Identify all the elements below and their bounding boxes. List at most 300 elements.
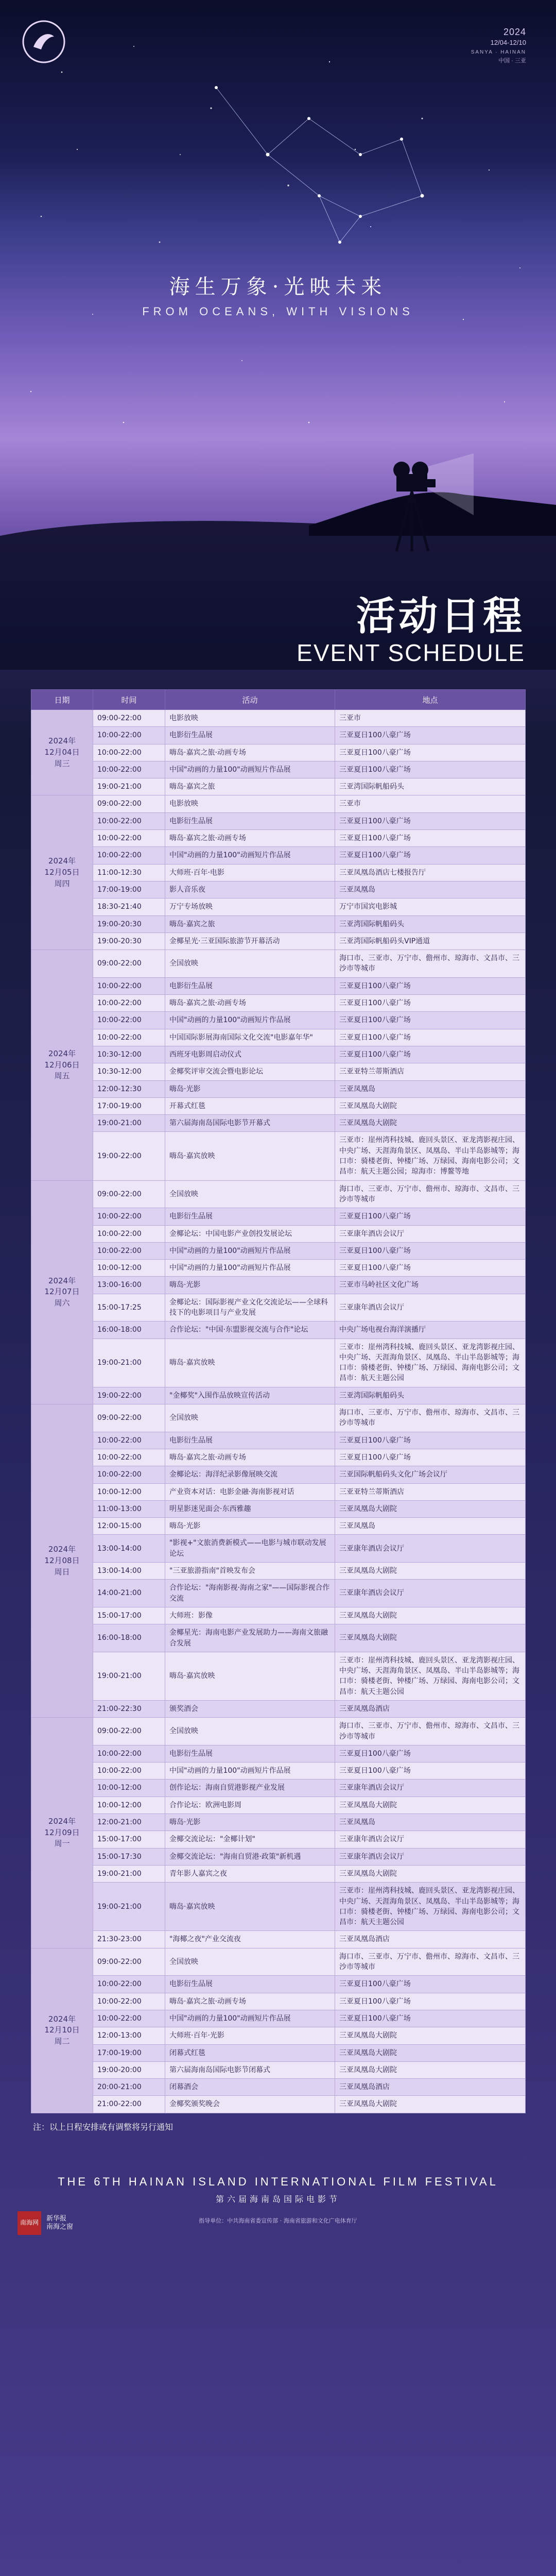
event-time: 10:00-22:00: [93, 1745, 165, 1762]
table-row: [31, 1701, 526, 1718]
day-date: 2024年 12月10日 周二: [31, 1948, 93, 2113]
event-time: 19:00-21:00: [93, 1115, 165, 1132]
event-time: 09:00-22:00: [93, 795, 165, 812]
table-row: [31, 1993, 526, 2010]
event-venue: 三亚夏日100八豪广场: [335, 2010, 526, 2027]
event-activity: 闭幕酒会: [165, 2079, 335, 2096]
event-activity: 嗨岛·嘉宾放映: [165, 1132, 335, 1180]
event-time: 10:00-22:00: [93, 1242, 165, 1259]
event-venue: 三亚凤凰岛: [335, 1518, 526, 1535]
event-activity: 金椰星光·三亚国际旅游节开幕活动: [165, 933, 335, 950]
event-time: 10:00-22:00: [93, 995, 165, 1012]
event-venue: 三亚凤凰岛大剧院: [335, 1097, 526, 1114]
event-time: 10:00-12:00: [93, 1483, 165, 1500]
table-row: [31, 1046, 526, 1063]
table-row: [31, 2044, 526, 2061]
event-time: 19:00-21:00: [93, 778, 165, 795]
event-venue: 三亚夏日100八豪广场: [335, 1012, 526, 1029]
event-venue: 三亚市马岭社区文化广场: [335, 1277, 526, 1294]
event-venue: 三亚夏日100八豪广场: [335, 1762, 526, 1780]
event-venue: 三亚康年酒店会议厅: [335, 1848, 526, 1865]
event-venue: 海口市、三亚市、万宁市、儋州市、琼海市、文昌市、三沙市等城市: [335, 1718, 526, 1745]
event-activity: 全国放映: [165, 950, 335, 978]
table-row: [31, 2061, 526, 2078]
table-row: [31, 950, 526, 978]
slogan: [0, 270, 556, 318]
event-venue: 三亚夏日100八豪广场: [335, 1208, 526, 1225]
event-venue: 三亚湾国际帆船码头: [335, 778, 526, 795]
event-venue: 海口市、三亚市、万宁市、儋州市、琼海市、文昌市、三沙市等城市: [335, 1948, 526, 1976]
event-time: 10:00-22:00: [93, 847, 165, 864]
event-venue: 海口市、三亚市、万宁市、儋州市、琼海市、文昌市、三沙市等城市: [335, 1404, 526, 1432]
event-activity: 中国"动画的力量100"动画短片作品展: [165, 1260, 335, 1277]
event-venue: 三亚康年酒店会议厅: [335, 1225, 526, 1242]
event-time: 13:00-14:00: [93, 1563, 165, 1580]
event-activity: 大师班：影像: [165, 1607, 335, 1624]
event-venue: 三亚凤凰岛: [335, 881, 526, 898]
table-row: [31, 2027, 526, 2044]
slogan-en: FROM OCEANS, WITH VISIONS: [142, 305, 414, 318]
event-activity: 合作论坛：欧洲电影周: [165, 1797, 335, 1814]
footer-cn: 第六届海南岛国际电影节: [215, 2194, 340, 2204]
table-row: [31, 1976, 526, 1993]
event-time: 09:00-22:00: [93, 950, 165, 978]
day-date: 2024年 12月04日 周三: [31, 710, 93, 795]
event-activity: 中国"动画的力量100"动画短片作品展: [165, 1012, 335, 1029]
table-row: [31, 744, 526, 761]
event-time: 15:00-17:00: [93, 1831, 165, 1848]
table-row: [31, 727, 526, 744]
table-row: [31, 881, 526, 898]
table-row: [31, 1029, 526, 1046]
event-venue: 三亚康年酒店会议厅: [335, 1535, 526, 1563]
table-row: [31, 2010, 526, 2027]
table-row: [31, 2096, 526, 2113]
event-venue: 三亚市：崖州湾科技城、鹿回头景区、亚龙湾影视庄园、中央广场、天涯海角景区、凤凰岛、半山半岛影城等；海口市：骑楼老街、钟楼广场、万绿园、海南电影公司；文昌市：航天主题公园: [335, 1338, 526, 1387]
festival-logo: [21, 19, 67, 67]
event-activity: 闭幕式红毯: [165, 2044, 335, 2061]
event-activity: 产业资本对话：电影金融·海南影视对话: [165, 1483, 335, 1500]
event-activity: 万宁专场放映: [165, 899, 335, 916]
starfield: [0, 0, 556, 670]
table-row: [31, 899, 526, 916]
event-time: 10:00-22:00: [93, 1976, 165, 1993]
table-row: [31, 1607, 526, 1624]
table-row: [31, 847, 526, 864]
event-venue: 三亚夏日100八豪广场: [335, 1046, 526, 1063]
event-activity: 中国"动画的力量100"动画短片作品展: [165, 1762, 335, 1780]
event-activity: 嗨岛·嘉宾之旅·动画专场: [165, 995, 335, 1012]
event-activity: 金椰论坛：海洋纪录影像展映交流: [165, 1466, 335, 1483]
table-row: [31, 1814, 526, 1831]
table-row: [31, 1242, 526, 1259]
event-time: 10:00-12:00: [93, 1780, 165, 1797]
day-date: 2024年 12月05日 周四: [31, 795, 93, 950]
event-activity: 金椰星光：海南电影产业发展助力——海南文旅融合发展: [165, 1624, 335, 1652]
footer-en: THE 6TH HAINAN ISLAND INTERNATIONAL FILM FESTIVAL: [58, 2175, 498, 2188]
event-activity: 合作论坛："海南影视·海南之家"——国际影视合作交流: [165, 1580, 335, 1607]
event-venue: 三亚夏日100八豪广场: [335, 1029, 526, 1046]
event-activity: 嗨岛·嘉宾放映: [165, 1338, 335, 1387]
event-time: 10:00-22:00: [93, 2010, 165, 2027]
event-activity: 全国放映: [165, 1948, 335, 1976]
table-row: [31, 916, 526, 933]
table-row: [31, 1883, 526, 1931]
event-activity: 电影衍生品展: [165, 812, 335, 829]
festival-info: [471, 27, 526, 64]
event-activity: 影人音乐夜: [165, 881, 335, 898]
event-time: 12:00-15:00: [93, 1518, 165, 1535]
event-time: 13:00-14:00: [93, 1535, 165, 1563]
table-row: [31, 1115, 526, 1132]
event-time: 10:30-12:00: [93, 1063, 165, 1080]
event-venue: 三亚湾国际帆船码头: [335, 916, 526, 933]
event-activity: 第六届海南岛国际电影节开幕式: [165, 1115, 335, 1132]
event-time: 16:00-18:00: [93, 1624, 165, 1652]
event-venue: 三亚康年酒店会议厅: [335, 1780, 526, 1797]
table-row: [31, 995, 526, 1012]
event-time: 10:00-22:00: [93, 977, 165, 994]
festival-location-cn: 中国 · 三亚: [498, 58, 526, 64]
day-date: 2024年 12月07日 周六: [31, 1180, 93, 1404]
event-time: 09:00-22:00: [93, 1180, 165, 1208]
table-row: [31, 1948, 526, 1976]
event-venue: 三亚凤凰岛酒店七楼报告厅: [335, 864, 526, 881]
table-row: [31, 1931, 526, 1948]
event-activity: 中国"动画的力量100"动画短片作品展: [165, 761, 335, 778]
schedule-table: [31, 689, 525, 2113]
event-time: 15:00-17:30: [93, 1848, 165, 1865]
header-activity: 活动: [165, 690, 335, 710]
event-time: 12:00-12:30: [93, 1080, 165, 1097]
event-time: 10:00-22:00: [93, 1466, 165, 1483]
table-row: [31, 778, 526, 795]
event-venue: 海口市、三亚市、万宁市、儋州市、琼海市、文昌市、三沙市等城市: [335, 950, 526, 978]
table-row: [31, 1063, 526, 1080]
event-venue: 三亚凤凰岛大剧院: [335, 1624, 526, 1652]
event-venue: 三亚夏日100八豪广场: [335, 1260, 526, 1277]
table-row: [31, 1762, 526, 1780]
schedule-title-cn: 活动日程: [356, 593, 525, 639]
event-activity: 开幕式红毯: [165, 1097, 335, 1114]
table-row: [31, 1277, 526, 1294]
event-venue: 三亚湾国际帆船码头VIP通道: [335, 933, 526, 950]
event-venue: 三亚凤凰岛酒店: [335, 1931, 526, 1948]
event-time: 19:00-22:00: [93, 1132, 165, 1180]
event-time: 17:00-19:00: [93, 881, 165, 898]
table-row: [31, 1483, 526, 1500]
event-activity: 全国放映: [165, 1718, 335, 1745]
event-activity: 嗨岛·嘉宾之旅: [165, 916, 335, 933]
event-activity: 金椰奖颁奖晚会: [165, 2096, 335, 2113]
table-row: [31, 1097, 526, 1114]
event-time: 17:00-19:00: [93, 1097, 165, 1114]
event-time: 19:00-21:00: [93, 1865, 165, 1882]
event-venue: 三亚市: [335, 710, 526, 727]
table-row: [31, 1831, 526, 1848]
table-row: [31, 1180, 526, 1208]
event-venue: 三亚夏日100八豪广场: [335, 830, 526, 847]
table-row: [31, 1466, 526, 1483]
event-venue: 三亚市：崖州湾科技城、鹿回头景区、亚龙湾影视庄园、中央广场、天涯海角景区、凤凰岛、半山半岛影城等；海口市：骑楼老街、钟楼广场、万绿园、海南电影公司；文昌市：航天主题公园: [335, 1652, 526, 1700]
event-activity: 嗨岛·光影: [165, 1277, 335, 1294]
event-venue: 三亚夏日100八豪广场: [335, 761, 526, 778]
event-time: 10:00-22:00: [93, 1029, 165, 1046]
table-row: [31, 1208, 526, 1225]
event-venue: 三亚夏日100八豪广场: [335, 1449, 526, 1466]
event-time: 14:00-21:00: [93, 1580, 165, 1607]
event-venue: 海口市、三亚市、万宁市、儋州市、琼海市、文昌市、三沙市等城市: [335, 1180, 526, 1208]
event-venue: 三亚夏日100八豪广场: [335, 1745, 526, 1762]
event-time: 19:00-20:00: [93, 2061, 165, 2078]
event-time: 12:00-13:00: [93, 2027, 165, 2044]
event-time: 10:00-22:00: [93, 1225, 165, 1242]
day-date: 2024年 12月09日 周一: [31, 1718, 93, 1948]
table-row: [31, 1848, 526, 1865]
table-row: [31, 864, 526, 881]
event-time: 15:00-17:00: [93, 1607, 165, 1624]
event-activity: 嗨岛·光影: [165, 1518, 335, 1535]
event-venue: 三亚湾国际帆船码头: [335, 1387, 526, 1404]
event-venue: 三亚市：崖州湾科技城、鹿回头景区、亚龙湾影视庄园、中央广场、天涯海角景区、凤凰岛、半山半岛影城等；海口市：骑楼老街、钟楼广场、万绿园、海南电影公司；文昌市：航天主题公园；琼海市：博鳌等地: [335, 1132, 526, 1180]
media-logo: 南海网: [18, 2211, 41, 2235]
event-activity: 金椰交流论坛："金椰计划": [165, 1831, 335, 1848]
table-row: [31, 812, 526, 829]
event-time: 10:00-22:00: [93, 1012, 165, 1029]
event-activity: 中国国际影展海南国际文化交流"电影嘉年华": [165, 1029, 335, 1046]
event-time: 10:00-22:00: [93, 1449, 165, 1466]
event-venue: 三亚康年酒店会议厅: [335, 1831, 526, 1848]
event-activity: 电影衍生品展: [165, 977, 335, 994]
event-activity: 金椰奖评审交流会暨电影论坛: [165, 1063, 335, 1080]
event-activity: 嗨岛·嘉宾之旅·动画专场: [165, 744, 335, 761]
event-activity: 中国"动画的力量100"动画短片作品展: [165, 2010, 335, 2027]
table-row: [31, 1449, 526, 1466]
event-activity: "海椰之夜"产业交流夜: [165, 1931, 335, 1948]
table-row: [31, 761, 526, 778]
table-row: [31, 1404, 526, 1432]
event-time: 17:00-19:00: [93, 2044, 165, 2061]
event-time: 20:00-21:00: [93, 2079, 165, 2096]
event-activity: 电影放映: [165, 710, 335, 727]
event-venue: 三亚亚特兰蒂斯酒店: [335, 1483, 526, 1500]
event-activity: 嗨岛·嘉宾放映: [165, 1883, 335, 1931]
event-venue: 三亚凤凰岛大剧院: [335, 2027, 526, 2044]
event-venue: 三亚夏日100八豪广场: [335, 977, 526, 994]
event-activity: 嗨岛·光影: [165, 1814, 335, 1831]
table-row: [31, 1338, 526, 1387]
event-venue: 万宁市国宾电影城: [335, 899, 526, 916]
event-time: 09:00-22:00: [93, 1404, 165, 1432]
event-time: 10:00-22:00: [93, 1993, 165, 2010]
event-activity: 嗨岛·嘉宾之旅: [165, 778, 335, 795]
schedule-title: [297, 585, 525, 667]
event-activity: 金椰交流论坛："海南自贸港·政策"新机遇: [165, 1848, 335, 1865]
table-row: [31, 1865, 526, 1882]
schedule-title-en: EVENT SCHEDULE: [297, 639, 525, 666]
event-venue: 三亚凤凰岛大剧院: [335, 1607, 526, 1624]
event-venue: 三亚凤凰岛大剧院: [335, 2044, 526, 2061]
event-venue: 三亚凤凰岛大剧院: [335, 1797, 526, 1814]
event-time: 09:00-22:00: [93, 1718, 165, 1745]
event-time: 12:00-21:00: [93, 1814, 165, 1831]
projector-illustration: [381, 453, 474, 556]
event-time: 19:00-20:30: [93, 933, 165, 950]
event-time: 10:00-22:00: [93, 812, 165, 829]
event-time: 10:00-22:00: [93, 830, 165, 847]
event-activity: 合作论坛："中国·东盟影视交流与合作"论坛: [165, 1321, 335, 1338]
event-activity: 明星影迷见面会·东西雅趣: [165, 1500, 335, 1517]
event-activity: 电影衍生品展: [165, 1976, 335, 1993]
festival-dates: 12/04-12/10: [490, 39, 526, 46]
event-activity: 嗨岛·嘉宾之旅·动画专场: [165, 1449, 335, 1466]
event-venue: 三亚凤凰岛: [335, 1080, 526, 1097]
event-activity: 第六届海南岛国际电影节闭幕式: [165, 2061, 335, 2078]
media-logos: [18, 2211, 73, 2235]
event-activity: 中国"动画的力量100"动画短片作品展: [165, 1242, 335, 1259]
slogan-cn: 海生万象·光映未来: [169, 275, 387, 299]
event-time: 09:00-22:00: [93, 710, 165, 727]
table-row: [31, 1500, 526, 1517]
event-activity: 电影放映: [165, 795, 335, 812]
table-header-row: [31, 690, 526, 710]
event-activity: 大师班·百年·光影: [165, 2027, 335, 2044]
day-date: 2024年 12月06日 周五: [31, 950, 93, 1180]
event-activity: "影视+"文旅消费新模式——电影与城市联动发展论坛: [165, 1535, 335, 1563]
event-activity: 青年影人嘉宾之夜: [165, 1865, 335, 1882]
event-activity: 电影衍生品展: [165, 727, 335, 744]
event-activity: 大师班·百年·电影: [165, 864, 335, 881]
event-activity: "金椰奖"入围作品放映宣传活动: [165, 1387, 335, 1404]
table-row: [31, 1563, 526, 1580]
footer: [0, 2175, 556, 2205]
event-time: 10:00-22:00: [93, 727, 165, 744]
header-date: 日期: [31, 690, 93, 710]
table-row: [31, 1225, 526, 1242]
table-row: [31, 1797, 526, 1814]
organizer-text: 指导单位：中共海南省委宣传部 · 海南省旅游和文化广电体育厅: [199, 2217, 357, 2224]
schedule-note: 注：以上日程安排或有调整将另行通知: [33, 2122, 173, 2132]
event-venue: 三亚市：崖州湾科技城、鹿回头景区、亚龙湾影视庄园、中央广场、天涯海角景区、凤凰岛、半山半岛影城等；海口市：骑楼老街、钟楼广场、万绿园、海南电影公司；文昌市：航天主题公园: [335, 1883, 526, 1931]
event-activity: 电影衍生品展: [165, 1745, 335, 1762]
event-time: 11:00-13:00: [93, 1500, 165, 1517]
table-row: [31, 1321, 526, 1338]
event-time: 09:00-22:00: [93, 1948, 165, 1976]
event-venue: 三亚夏日100八豪广场: [335, 847, 526, 864]
table-row: [31, 1780, 526, 1797]
event-venue: 三亚夏日100八豪广场: [335, 812, 526, 829]
event-time: 21:00-22:30: [93, 1701, 165, 1718]
event-time: 19:00-21:00: [93, 1883, 165, 1931]
festival-location-en: SANYA · HAINAN: [471, 49, 526, 55]
table-row: [31, 1624, 526, 1652]
event-venue: 三亚夏日100八豪广场: [335, 727, 526, 744]
event-time: 10:00-12:00: [93, 1260, 165, 1277]
event-activity: 金椰论坛：中国电影产业创投发展论坛: [165, 1225, 335, 1242]
event-venue: 三亚凤凰岛大剧院: [335, 1500, 526, 1517]
event-venue: 三亚夏日100八豪广场: [335, 1432, 526, 1449]
table-row: [31, 1718, 526, 1745]
event-activity: 西班牙电影周启动仪式: [165, 1046, 335, 1063]
event-activity: 电影衍生品展: [165, 1208, 335, 1225]
table-row: [31, 830, 526, 847]
table-row: [31, 1012, 526, 1029]
event-activity: 全国放映: [165, 1404, 335, 1432]
event-time: 21:00-22:00: [93, 2096, 165, 2113]
event-venue: 三亚凤凰岛大剧院: [335, 1563, 526, 1580]
event-time: 10:00-22:00: [93, 761, 165, 778]
event-time: 10:00-22:00: [93, 1762, 165, 1780]
event-venue: 三亚凤凰岛: [335, 1814, 526, 1831]
event-venue: 三亚凤凰岛大剧院: [335, 2061, 526, 2078]
event-time: 15:00-17:25: [93, 1294, 165, 1321]
table-row: [31, 1387, 526, 1404]
event-activity: 中国"动画的力量100"动画短片作品展: [165, 847, 335, 864]
event-venue: 三亚凤凰岛大剧院: [335, 1865, 526, 1882]
table-row: [31, 1294, 526, 1321]
festival-year: 2024: [503, 27, 526, 37]
event-time: 19:00-22:00: [93, 1387, 165, 1404]
table-row: [31, 710, 526, 727]
event-time: 13:00-16:00: [93, 1277, 165, 1294]
event-activity: "三亚旅游指南"首映发布会: [165, 1563, 335, 1580]
event-time: 21:30-23:00: [93, 1931, 165, 1948]
table-row: [31, 1260, 526, 1277]
event-time: 10:00-22:00: [93, 1432, 165, 1449]
event-venue: 三亚夏日100八豪广场: [335, 995, 526, 1012]
table-row: [31, 933, 526, 950]
event-venue: 三亚夏日100八豪广场: [335, 1976, 526, 1993]
table-row: [31, 1518, 526, 1535]
event-venue: 三亚国际帆船码头文化广场会议厅: [335, 1466, 526, 1483]
event-activity: 嗨岛·嘉宾之旅·动画专场: [165, 830, 335, 847]
event-venue: 三亚凤凰岛酒店: [335, 1701, 526, 1718]
event-time: 19:00-21:00: [93, 1338, 165, 1387]
table-row: [31, 1080, 526, 1097]
table-row: [31, 1652, 526, 1700]
event-activity: 嗨岛·嘉宾之旅·动画专场: [165, 1993, 335, 2010]
event-venue: 三亚康年酒店会议厅: [335, 1294, 526, 1321]
event-time: 19:00-20:30: [93, 916, 165, 933]
table-row: [31, 2079, 526, 2096]
event-activity: 创作论坛：海南自贸港影视产业发展: [165, 1780, 335, 1797]
event-time: 19:00-21:00: [93, 1652, 165, 1700]
event-time: 16:00-18:00: [93, 1321, 165, 1338]
table-row: [31, 1535, 526, 1563]
day-date: 2024年 12月08日 周日: [31, 1404, 93, 1718]
event-activity: 嗨岛·光影: [165, 1080, 335, 1097]
event-venue: 三亚凤凰岛大剧院: [335, 2096, 526, 2113]
event-venue: 三亚夏日100八豪广场: [335, 1242, 526, 1259]
event-time: 11:00-12:30: [93, 864, 165, 881]
event-activity: 颁奖酒会: [165, 1701, 335, 1718]
table-row: [31, 795, 526, 812]
table-row: [31, 1132, 526, 1180]
table-row: [31, 1432, 526, 1449]
event-time: 10:00-22:00: [93, 1208, 165, 1225]
header-venue: 地点: [335, 690, 526, 710]
event-activity: 电影衍生品展: [165, 1432, 335, 1449]
table-row: [31, 977, 526, 994]
event-venue: 三亚夏日100八豪广场: [335, 744, 526, 761]
event-venue: 三亚凤凰岛大剧院: [335, 1115, 526, 1132]
table-row: [31, 1745, 526, 1762]
event-time: 10:30-12:00: [93, 1046, 165, 1063]
event-activity: 全国放映: [165, 1180, 335, 1208]
event-venue: 中央广场电视台海洋演播厅: [335, 1321, 526, 1338]
header-time: 时间: [93, 690, 165, 710]
event-venue: 三亚亚特兰蒂斯酒店: [335, 1063, 526, 1080]
